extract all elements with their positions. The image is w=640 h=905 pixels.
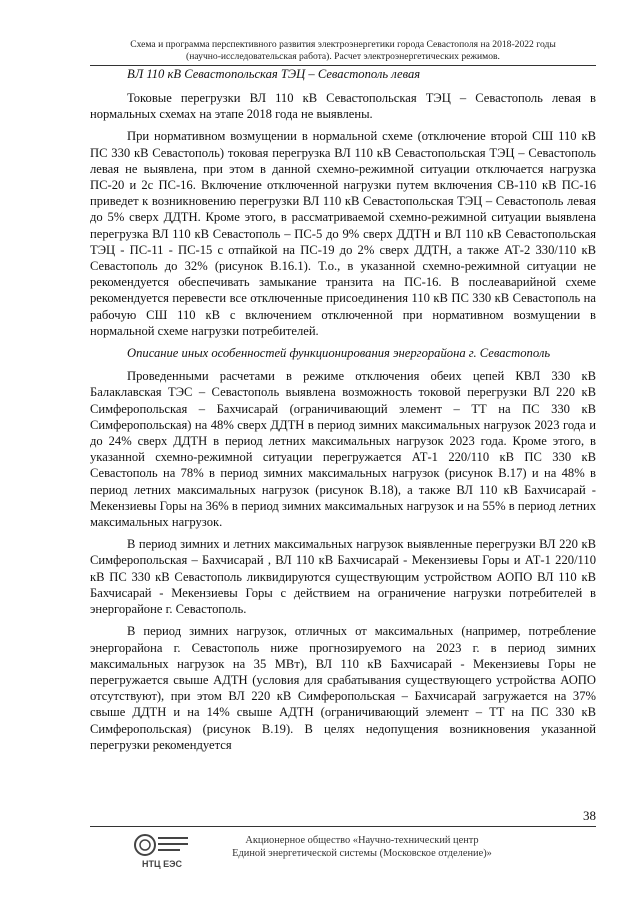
running-header: [90, 39, 596, 63]
paragraph: Токовые перегрузки ВЛ 110 кВ Севастопольская ТЭЦ – Севастополь левая в нормальных схемах на этапе 2018 года не выявлены.: [90, 91, 596, 122]
footer-line-1: Акционерное общество «Научно-технический центр: [245, 835, 479, 846]
subheading: Описание иных особенностей функционирования энергорайона г. Севастополь: [127, 346, 551, 361]
page-number: 38: [583, 808, 596, 823]
paragraph: Проведенными расчетами в режиме отключения обеих цепей КВЛ 330 кВ Балаклавская ТЭС – Севастополь выявлена возможность токовой перегрузки ВЛ 220 кВ Симферопольская – Бахчисарай (ограничивающий элемент – ТТ на ПС 330 кВ Симферопольская) на 48% сверх ДДТН в период зимних максимальных нагрузок 2023 года и до 24% сверх ДДТН в период летних максимальных нагрузок 2023 года. Кроме этого, в указанной схемно-режимной ситуации перегружается АТ-1 220/110 кВ ПС 330 кВ Севастополь на 78% в период зимних максимальных нагрузок (рисунок В.17) и на 48% в период летних максимальных нагрузок (рисунок В.18), а также ВЛ 110 кВ Бахчисарай - Мекензиевы Горы на 36% в период зимних максимальных нагрузок и на 55% в период летних максимальных нагрузок.: [90, 369, 596, 530]
paragraph: В период зимних и летних максимальных нагрузок выявленные перегрузки ВЛ 220 кВ Симферопольская – Бахчисарай , ВЛ 110 кВ Бахчисарай - Мекензиевы Горы и АТ-1 220/110 кВ ПС 330 кВ Севастополь ликвидируются существующим устройством АОПО ВЛ 110 кВ Бахчисарай - Мекензиевы Горы с действием на ограничение нагрузки потребителей в энергорайоне г. Севастополь.: [90, 537, 596, 617]
footer-divider: [90, 826, 596, 827]
footer-line-2: Единой энергетической системы (Московское отделение)»: [232, 848, 492, 859]
paragraph: При нормативном возмущении в нормальной схеме (отключение второй СШ 110 кВ ПС 330 кВ Севастополь) токовая перегрузка ВЛ 110 кВ Севастопольская ТЭЦ – Севастополь левая не выявлена, при этом в данной схемно-режимной ситуации отключается нагрузка ПС-20 и 2с ПС-16. Включение отключенной нагрузки путем включения СВ-110 кВ ПС-16 приведет к возникновению перегрузки ВЛ 110 кВ Севастопольская ТЭЦ – Севастополь левая до 5% сверх ДДТН. Кроме этого, в рассматриваемой схемно-режимной ситуации выявлена перегрузка ВЛ 110 кВ Севастополь – ПС-5 до 9% сверх ДДТН и ВЛ 110 кВ Севастопольская ТЭЦ - ПС-11 - ПС-15 с отпайкой на ПС-19 до 2% сверх ДДТН, а также АТ-2 330/110 кВ Севастополь до 32% (рисунок В.16.1). Т.о., в указанной схемно-режимной ситуации не рекомендуется обеспечивать замыкание транзита на ПС-16. В послеаварийной схеме рекомендуется перевести все отключенные присоединения 110 кВ ПС 330 кВ Севастополь на рабочую СШ 110 кВ с включением отключенной при нормативном возмущении в нормальной схеме нагрузки потребителей.: [90, 129, 596, 338]
ntc-ees-logo: [128, 830, 196, 876]
header-line-2: (научно-исследовательская работа). Расчет электроэнергетических режимов.: [186, 51, 500, 62]
section-title: ВЛ 110 кВ Севастопольская ТЭЦ – Севастополь левая: [127, 67, 421, 81]
document-body: [90, 90, 596, 759]
paragraph: В период зимних нагрузок, отличных от максимальных (например, потребление энергорайона г. Севастополь ниже прогнозируемого на 2023 г. в период зимних максимальных нагрузок на 35 МВт), ВЛ 110 кВ Бахчисарай - Мекензиевы Горы не перегружается свыше АДТН (условия для срабатывания существующего устройства АОПО отсутствуют), при этом ВЛ 220 кВ Симферопольская – Бахчисарай загружается на 37% свыше ДДТН и на 14% свыше АДТН (ограничивающий элемент – ТТ на ПС 330 кВ Симферопольская) (рисунок В.19). В целях недопущения возникновения указанной перегрузки рекомендуется: [90, 624, 596, 752]
svg-text:НТЦ ЕЭС: НТЦ ЕЭС: [142, 859, 182, 869]
header-divider: [90, 65, 596, 66]
footer: [212, 834, 512, 860]
header-line-1: Схема и программа перспективного развития электроэнергетики города Севастополя на 2018-2022 годы: [130, 39, 556, 50]
